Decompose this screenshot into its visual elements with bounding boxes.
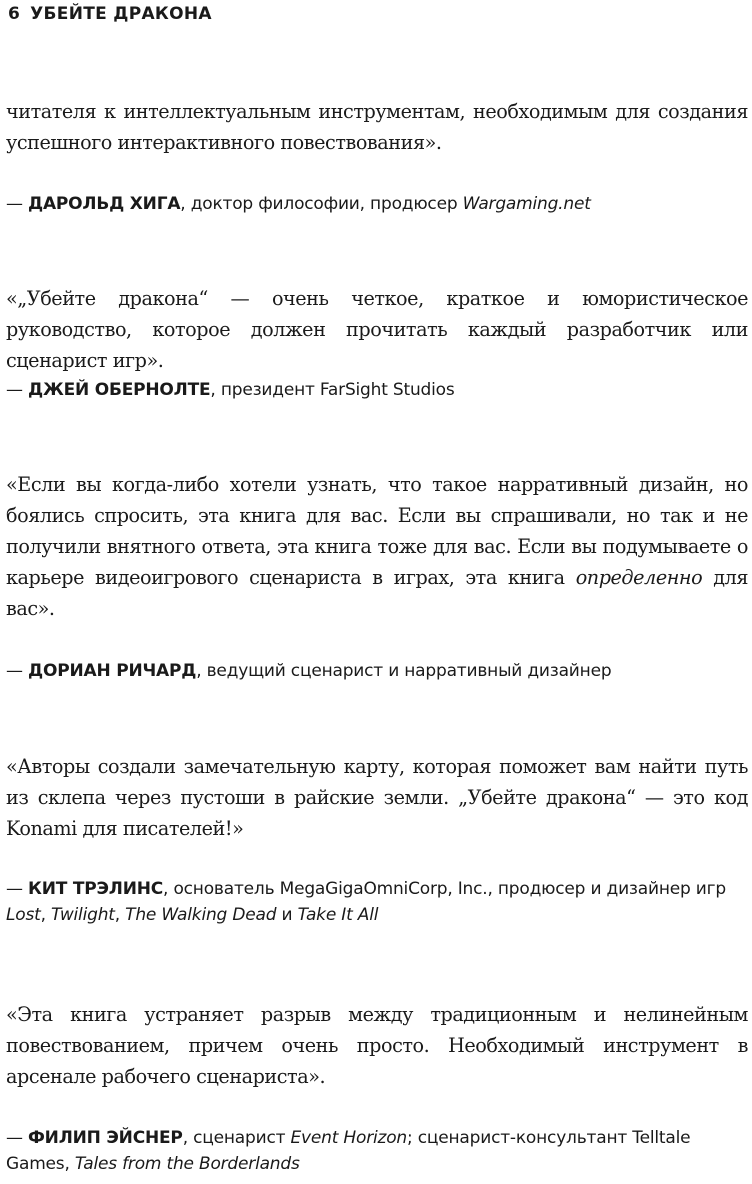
work-title: The Walking Dead [125,905,277,925]
author-role: ; сценарист-консультант Telltale Games, [6,1128,691,1174]
blurb-quote [6,469,748,624]
blurb-attribution [6,377,748,403]
blurb-attribution [6,191,748,217]
work-title: Wargaming.net [462,194,591,214]
blurb-attribution [6,658,748,684]
separator: , [114,905,126,925]
author-name: ДОРИАН РИЧАРД [28,661,197,681]
running-header [8,4,212,24]
work-title: Take It All [297,905,379,925]
blurb-quote [6,999,748,1092]
blurb-attribution [6,876,748,928]
quote-text: «Авторы создали замечательную карту, которая поможет вам найти путь из склепа через пустоши в райские земли. „Убейте дракона“ — это код Konami для писателей!» [6,755,748,840]
work-title: Twilight [51,905,115,925]
book-title: УБЕЙТЕ ДРАКОНА [30,4,212,24]
quote-text: для вас». [6,566,748,620]
author-role: , ведущий сценарист и нарративный дизайнер [196,661,612,681]
author-role: , сценарист [182,1128,291,1148]
page-number: 6 [8,4,21,24]
quote-text: читателя к интеллектуальным инструментам, необходимым для создания успешного интерактивного повествования». [6,100,748,154]
author-name: ДЖЕЙ ОБЕРНОЛТЕ [28,380,211,400]
author-role: , доктор философии, продюсер [180,194,463,214]
blurb-quote [6,96,748,158]
quote-text: «Если вы когда-либо хотели узнать, что такое нарративный дизайн, но боялись спросить, эта книга для вас. Если вы спрашивали, но так и не получили внятного ответа, эта книга тоже для вас. Если вы подумываете о карьере видеоигрового сценариста в играх, эта книга [6,473,748,589]
dash: — [6,1128,29,1148]
work-title: Tales from the Borderlands [74,1154,300,1174]
blurb-quote [6,751,748,844]
separator: и [276,905,298,925]
blurb-attribution [6,1125,748,1177]
work-title: Lost [6,905,41,925]
quote-text: «Эта книга устраняет разрыв между традиционным и нелинейным повествованием, причем очень просто. Необходимый инструмент в арсенале рабочего сценариста». [6,1003,748,1088]
dash: — [6,661,29,681]
author-name: ФИЛИП ЭЙСНЕР [28,1128,183,1148]
dash: — [6,380,29,400]
author-role: , основатель MegaGigaOmniCorp, Inc., продюсер и дизайнер игр [163,879,726,899]
author-name: ДАРОЛЬД ХИГА [28,194,181,214]
quote-emphasis: определенно [575,566,703,589]
author-role: , президент FarSight Studios [210,380,455,400]
dash: — [6,194,29,214]
separator: , [40,905,52,925]
blurb-quote [6,283,748,376]
dash: — [6,879,29,899]
quote-text: «„Убейте дракона“ — очень четкое, краткое и юмористическое руководство, которое должен прочитать каждый разработчик или сценарист игр». [6,287,748,372]
author-name: КИТ ТРЭЛИНС [28,879,164,899]
work-title: Event Horizon [290,1128,407,1148]
